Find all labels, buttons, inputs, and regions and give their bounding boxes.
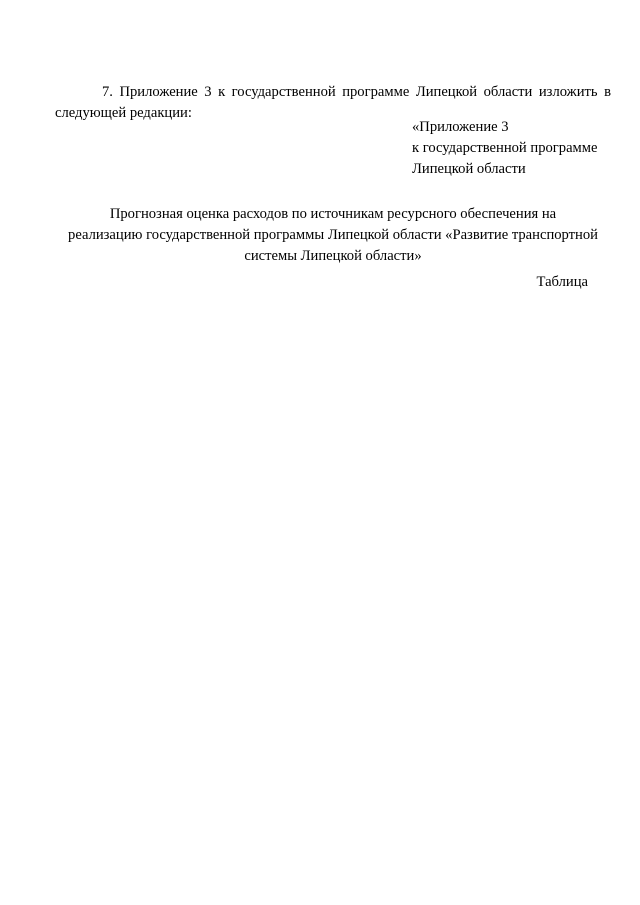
appendix-reference-block xyxy=(412,117,622,180)
appendix-line-2: к государственной программе xyxy=(412,140,598,156)
appendix-line-1: «Приложение 3 xyxy=(412,119,509,135)
heading-line-3: системы Липецкой области» xyxy=(244,248,422,264)
amendment-paragraph: 7. Приложение 3 к государственной программе Липецкой области изложить в следующей редакции: xyxy=(55,84,611,121)
heading-line-1: Прогнозная оценка расходов по источникам ресурсного обеспечения на xyxy=(109,206,557,222)
heading-line-2: реализацию государственной программы Липецкой области «Развитие транспортной xyxy=(68,227,598,243)
section-heading xyxy=(55,204,611,267)
appendix-line-3: Липецкой области xyxy=(412,161,526,177)
table-label: Таблица xyxy=(536,274,588,290)
